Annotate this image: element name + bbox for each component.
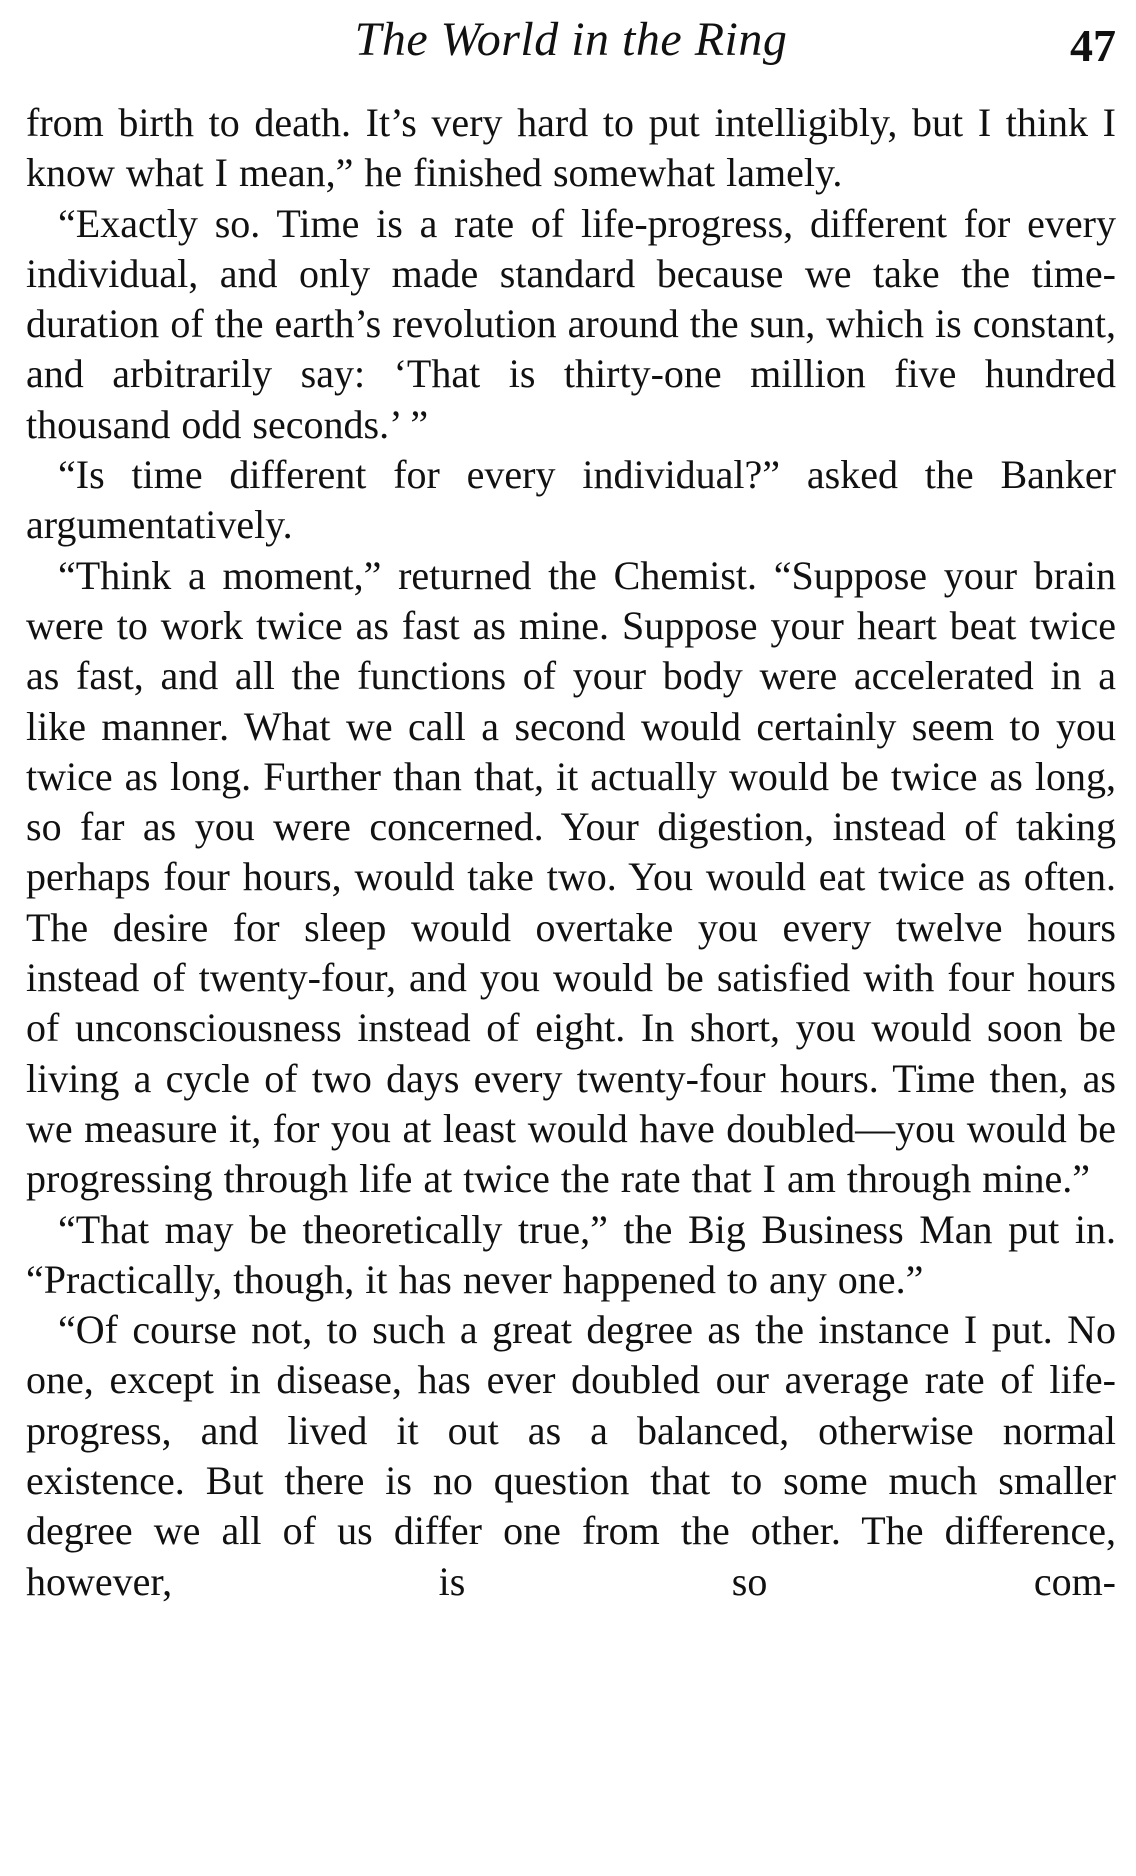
- paragraph-5: “That may be theoretically true,” the Big Business Man put in. “Practically, though, it has never happened to any one.”: [26, 1206, 1116, 1302]
- paragraph-4: “Think a moment,” returned the Chemist. “Suppose your brain were to work twice as fast as mine. Suppose your heart beat twice as fast, and all the functions of your body were accelerated in a like manner. What we call a second would certainly seem to you twice as long. Further than that, it actually would be twice as long, so far as you were concerned. Your digestion, instead of taking perhaps four hours, would take two. You would eat twice as often. The desire for sleep would overtake you every twelve hours instead of twenty-four, and you would be satisfied with four hours of unconsciousness instead of eight. In short, you would soon be living a cycle of two days every twenty-four hours. Time then, as we measure it, for you at least would have doubled—you would be progressing through life at twice the rate that I am through mine.”: [26, 552, 1116, 1202]
- paragraph-6: “Of course not, to such a great degree as the instance I put. No one, except in disease, has ever doubled our average rate of life-progress, and lived it out as a balanced, otherwise normal existence. But there is no question that to some much smaller degree we all of us differ one from the other. The difference, however, is so com-: [26, 1307, 1116, 1604]
- running-head: [26, 0, 1116, 78]
- page-number: 47: [1070, 20, 1116, 71]
- paragraph-2: “Exactly so. Time is a rate of life-progress, different for every individual, and only made standard because we take the time-duration of the earth’s revolution around the sun, which is constant, and arbitrarily say: ‘That is thirty-one million five hundred thousand odd seconds.’ ”: [26, 200, 1116, 447]
- paragraph-1: from birth to death. It’s very hard to put intelligibly, but I think I know what I mean,” he finished somewhat lamely.: [26, 100, 1116, 196]
- paragraph-3: “Is time different for every individual?” asked the Banker argumentatively.: [26, 452, 1116, 548]
- book-page: [26, 0, 1116, 1876]
- body-text: [26, 98, 1116, 1607]
- running-title: The World in the Ring: [354, 13, 788, 66]
